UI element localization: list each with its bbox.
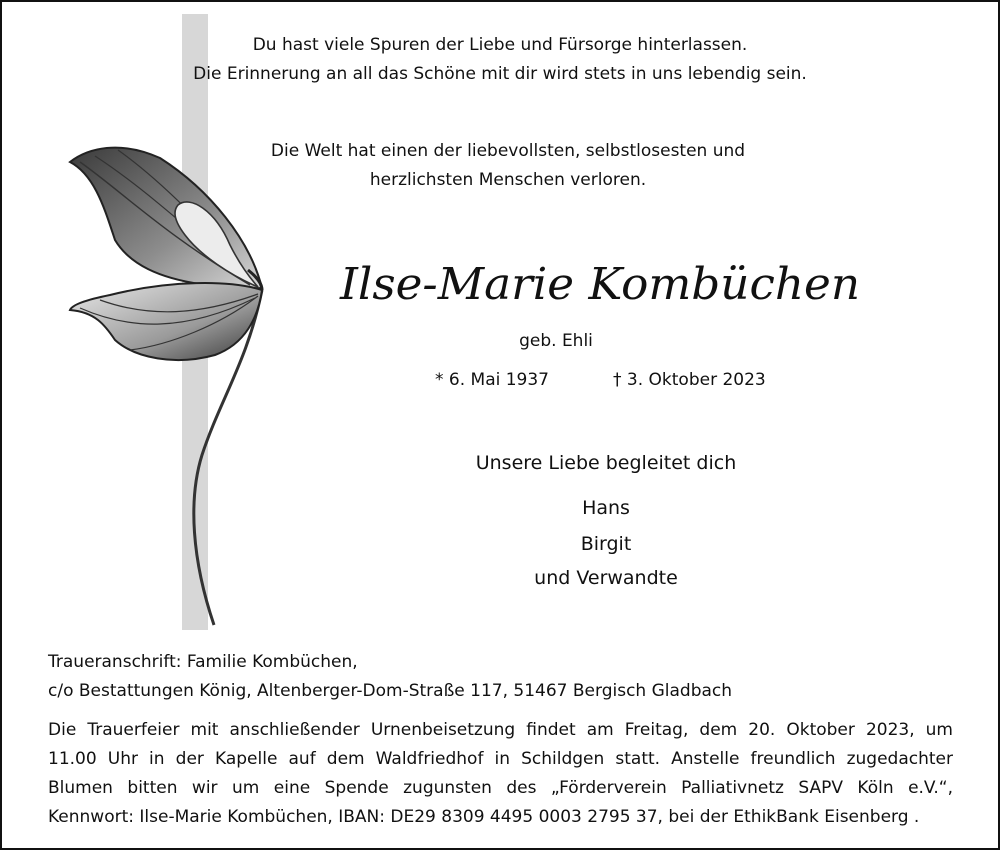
- mourner-name: Hans: [582, 497, 630, 519]
- ceremony-line-3: Blumen bitten wir um eine Spende zugunsten des „Förderverein Palliativnetz SAPV Köln e.V.“,: [48, 778, 953, 798]
- deceased-name-script: [330, 255, 870, 315]
- ceremony-line-2: 11.00 Uhr in der Kapelle auf dem Waldfriedhof in Schildgen statt. Anstelle freundlich zugedachter: [48, 749, 953, 769]
- death-date: † 3. Oktober 2023: [613, 370, 766, 390]
- ceremony-line-4: Kennwort: Ilse-Marie Kombüchen, IBAN: DE29 8309 4495 0003 2795 37, bei der EthikBank Eisenberg .: [48, 807, 920, 827]
- mourners-intro: Unsere Liebe begleitet dich: [475, 452, 737, 474]
- birth-date: * 6. Mai 1937: [435, 370, 550, 390]
- verse-line-1: Du hast viele Spuren der Liebe und Fürsorge hinterlassen.: [252, 35, 748, 55]
- ceremony-line-1: Die Trauerfeier mit anschließender Urnenbeisetzung findet am Freitag, dem 20. Oktober 2023, um: [48, 720, 953, 740]
- mourner-name: Birgit: [580, 533, 632, 555]
- birth-name: geb. Ehli: [519, 331, 593, 351]
- mourner-name: und Verwandte: [534, 567, 678, 589]
- life-dates: [0, 370, 1000, 392]
- address-line-1: Traueranschrift: Familie Kombüchen,: [48, 652, 358, 672]
- verse-line-2: Die Erinnerung an all das Schöne mit dir wird stets in uns lebendig sein.: [193, 64, 807, 84]
- verse-line-3: Die Welt hat einen der liebevollsten, selbstlosesten und: [270, 141, 746, 161]
- verse-line-4: herzlichsten Menschen verloren.: [369, 170, 647, 190]
- deceased-name: Ilse-Marie Kombüchen: [338, 259, 860, 310]
- address-line-2: c/o Bestattungen König, Altenberger-Dom-Straße 117, 51467 Bergisch Gladbach: [48, 681, 733, 701]
